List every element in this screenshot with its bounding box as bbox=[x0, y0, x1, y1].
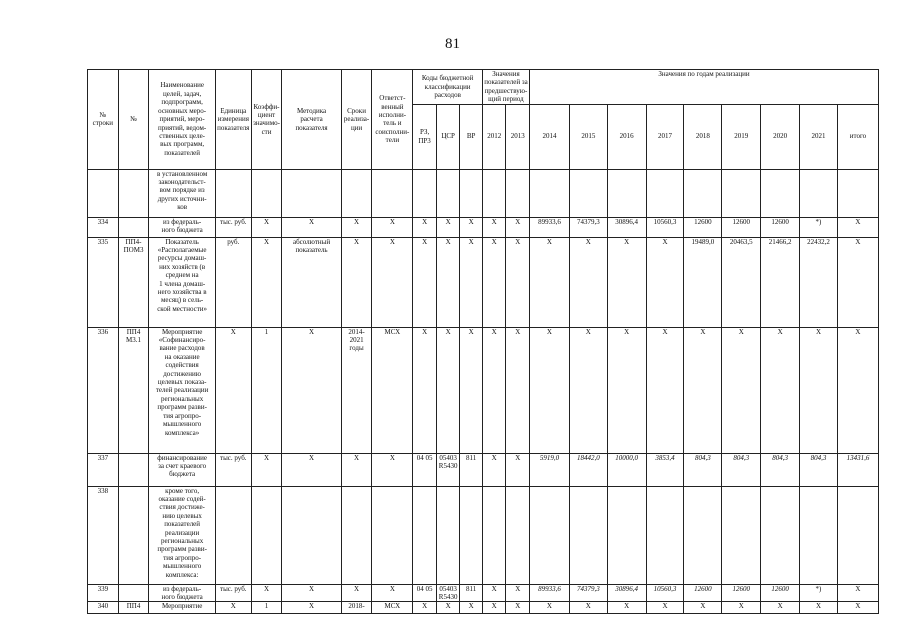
row-code: ПП4 bbox=[118, 602, 149, 614]
row-2012: Х bbox=[482, 453, 506, 486]
header-csr: ЦСР bbox=[436, 104, 460, 169]
row-2015: Х bbox=[569, 327, 607, 453]
row-terms: Х bbox=[341, 584, 372, 602]
header-prev-period: Значения показателей за предшествую- щий период bbox=[484, 70, 528, 104]
row-2012: Х bbox=[482, 602, 506, 614]
table-row bbox=[88, 602, 879, 614]
row-2017: Х bbox=[646, 602, 684, 614]
row-2018: 12600 bbox=[684, 217, 722, 237]
row-code bbox=[118, 217, 149, 237]
row-number: 340 bbox=[88, 602, 119, 614]
header-2016: 2016 bbox=[607, 104, 646, 169]
row-2018: 19489,0 bbox=[684, 237, 722, 327]
header-terms: Сроки реализа- ции bbox=[341, 70, 372, 170]
header-years: Значения по годам реализации bbox=[530, 70, 879, 105]
row-method: Х bbox=[282, 584, 341, 602]
row-method bbox=[282, 486, 341, 584]
header-2012: 2012 bbox=[482, 104, 506, 169]
row-2012: Х bbox=[482, 584, 506, 602]
row-total bbox=[837, 169, 878, 217]
table-row bbox=[88, 453, 879, 486]
row-method bbox=[282, 169, 341, 217]
row-name: в установленном законодательст- вом порядке из других источни- ков bbox=[149, 169, 216, 217]
row-unit: руб. bbox=[215, 237, 251, 327]
row-2021: 804,3 bbox=[800, 453, 838, 486]
row-total: Х bbox=[837, 217, 878, 237]
row-csr: Х bbox=[436, 602, 460, 614]
row-responsible: Х bbox=[372, 453, 413, 486]
table-row bbox=[88, 327, 879, 453]
row-number: 339 bbox=[88, 584, 119, 602]
row-terms bbox=[341, 169, 372, 217]
row-2021: Х bbox=[800, 327, 838, 453]
header-code: № bbox=[118, 70, 149, 170]
row-2020: 21466,2 bbox=[761, 237, 800, 327]
row-2017: Х bbox=[646, 327, 684, 453]
row-2017: 3853,4 bbox=[646, 453, 684, 486]
row-name: Мероприятие bbox=[149, 602, 216, 614]
row-2019: Х bbox=[722, 602, 761, 614]
row-2014: 89933,6 bbox=[530, 584, 570, 602]
row-2020 bbox=[761, 486, 800, 584]
row-2021 bbox=[800, 486, 838, 584]
row-rz bbox=[413, 169, 437, 217]
row-rz: 04 05 bbox=[413, 584, 437, 602]
row-2015: Х bbox=[569, 237, 607, 327]
row-rz: Х bbox=[413, 327, 437, 453]
header-name: Наименование целей, задач, подпрограмм, основных меро- приятий, меро- приятий, ведом- ственных целе- вых программ, показателей bbox=[149, 70, 216, 170]
row-2018: Х bbox=[684, 327, 722, 453]
row-vr: 811 bbox=[460, 453, 483, 486]
header-responsible: Ответст- венный исполни- тель и соисполни- тели bbox=[372, 70, 413, 170]
page-number: 81 bbox=[445, 36, 460, 52]
row-vr: Х bbox=[460, 602, 483, 614]
row-code: ПП4 М3.1 bbox=[118, 327, 149, 453]
row-coef: 1 bbox=[251, 602, 282, 614]
row-number: 337 bbox=[88, 453, 119, 486]
row-unit: тыс. руб. bbox=[215, 217, 251, 237]
row-responsible bbox=[372, 486, 413, 584]
row-2013: Х bbox=[506, 327, 530, 453]
row-2021: *) bbox=[800, 584, 838, 602]
row-2013: Х bbox=[506, 237, 530, 327]
row-number: 334 bbox=[88, 217, 119, 237]
row-unit: Х bbox=[215, 602, 251, 614]
row-2014: 5919,0 bbox=[530, 453, 570, 486]
row-2014: Х bbox=[530, 237, 570, 327]
row-unit: Х bbox=[215, 327, 251, 453]
row-name: кроме того, оказание содей- ствия достиже- нию целевых показателей реализации региональных программ разви- тия агропро- мышленного комплекса: bbox=[149, 486, 216, 584]
row-2020: 12600 bbox=[761, 584, 800, 602]
row-method: абсолютный показатель bbox=[282, 237, 341, 327]
row-code bbox=[118, 486, 149, 584]
row-2020: Х bbox=[761, 602, 800, 614]
row-csr: 05403 R5430 bbox=[436, 584, 460, 602]
row-number: 338 bbox=[88, 486, 119, 584]
row-csr: Х bbox=[436, 217, 460, 237]
header-row-no: № строки bbox=[88, 70, 119, 170]
row-2019: 804,3 bbox=[722, 453, 761, 486]
header-budget-codes: Коды бюджетной классификации расходов bbox=[413, 70, 483, 105]
row-code: ПП4- ПОМ3 bbox=[118, 237, 149, 327]
row-2012: Х bbox=[482, 237, 506, 327]
row-number bbox=[88, 169, 119, 217]
row-2019: Х bbox=[722, 327, 761, 453]
header-2020: 2020 bbox=[761, 104, 800, 169]
row-2016: 30896,4 bbox=[607, 217, 646, 237]
row-2020: Х bbox=[761, 327, 800, 453]
row-2016: 10000,0 bbox=[607, 453, 646, 486]
row-coef bbox=[251, 486, 282, 584]
row-total: Х bbox=[837, 237, 878, 327]
row-2019 bbox=[722, 169, 761, 217]
header-unit: Единица измерения показателя bbox=[215, 70, 251, 170]
row-2020: 12600 bbox=[761, 217, 800, 237]
indicators-table bbox=[87, 69, 879, 614]
row-coef: Х bbox=[251, 584, 282, 602]
row-2020 bbox=[761, 169, 800, 217]
header-2017: 2017 bbox=[646, 104, 684, 169]
row-2019: 20463,5 bbox=[722, 237, 761, 327]
row-2013: Х bbox=[506, 217, 530, 237]
row-2017: 10560,3 bbox=[646, 217, 684, 237]
row-terms: 2018- bbox=[341, 602, 372, 614]
row-coef bbox=[251, 169, 282, 217]
row-2016: 30896,4 bbox=[607, 584, 646, 602]
row-coef: 1 bbox=[251, 327, 282, 453]
row-2021: *) bbox=[800, 217, 838, 237]
row-2018: 804,3 bbox=[684, 453, 722, 486]
row-unit: тыс. руб. bbox=[215, 584, 251, 602]
row-2015: Х bbox=[569, 602, 607, 614]
row-2015 bbox=[569, 169, 607, 217]
row-csr bbox=[436, 486, 460, 584]
row-2016 bbox=[607, 486, 646, 584]
row-2013 bbox=[506, 486, 530, 584]
row-2020: 804,3 bbox=[761, 453, 800, 486]
header-2015: 2015 bbox=[569, 104, 607, 169]
row-2013: Х bbox=[506, 584, 530, 602]
row-2014: Х bbox=[530, 602, 570, 614]
header-rz: РЗ, ПР3 bbox=[413, 104, 437, 169]
header-vr: ВР bbox=[460, 104, 483, 169]
row-csr: Х bbox=[436, 327, 460, 453]
row-2016: Х bbox=[607, 602, 646, 614]
header-2014: 2014 bbox=[530, 104, 570, 169]
row-csr bbox=[436, 169, 460, 217]
row-responsible: МСХ bbox=[372, 327, 413, 453]
header-2013: 2013 bbox=[506, 104, 530, 169]
row-unit: тыс. руб. bbox=[215, 453, 251, 486]
row-2021 bbox=[800, 169, 838, 217]
row-2019: 12600 bbox=[722, 584, 761, 602]
row-total: Х bbox=[837, 327, 878, 453]
row-method: Х bbox=[282, 602, 341, 614]
row-2017 bbox=[646, 486, 684, 584]
row-2018: Х bbox=[684, 602, 722, 614]
row-coef: Х bbox=[251, 237, 282, 327]
row-rz: Х bbox=[413, 602, 437, 614]
row-2013: Х bbox=[506, 453, 530, 486]
row-2018: 12600 bbox=[684, 584, 722, 602]
row-2016 bbox=[607, 169, 646, 217]
row-2021: Х bbox=[800, 602, 838, 614]
row-csr: Х bbox=[436, 237, 460, 327]
row-2013 bbox=[506, 169, 530, 217]
row-2013: Х bbox=[506, 602, 530, 614]
row-2017: Х bbox=[646, 237, 684, 327]
row-2016: Х bbox=[607, 327, 646, 453]
header-2021: 2021 bbox=[800, 104, 838, 169]
header-total: итого bbox=[837, 104, 878, 169]
row-rz: 04 05 bbox=[413, 453, 437, 486]
row-total: Х bbox=[837, 602, 878, 614]
row-2015: 74379,3 bbox=[569, 217, 607, 237]
row-method: Х bbox=[282, 453, 341, 486]
row-2018 bbox=[684, 486, 722, 584]
row-vr: 811 bbox=[460, 584, 483, 602]
row-terms: Х bbox=[341, 217, 372, 237]
row-2012: Х bbox=[482, 217, 506, 237]
row-code bbox=[118, 453, 149, 486]
row-coef: Х bbox=[251, 217, 282, 237]
row-name: из федераль- ного бюджета bbox=[149, 584, 216, 602]
row-responsible: Х bbox=[372, 217, 413, 237]
row-responsible: Х bbox=[372, 237, 413, 327]
row-unit bbox=[215, 169, 251, 217]
row-2017 bbox=[646, 169, 684, 217]
row-2015 bbox=[569, 486, 607, 584]
row-total: 13431,6 bbox=[837, 453, 878, 486]
row-terms: Х bbox=[341, 453, 372, 486]
row-rz: Х bbox=[413, 237, 437, 327]
row-2012 bbox=[482, 169, 506, 217]
row-vr: Х bbox=[460, 217, 483, 237]
header-coef: Коэффи- циент значимо- сти bbox=[251, 70, 282, 170]
row-vr bbox=[460, 169, 483, 217]
row-2014: 89933,6 bbox=[530, 217, 570, 237]
row-2014 bbox=[530, 486, 570, 584]
row-2017: 10560,3 bbox=[646, 584, 684, 602]
row-2014: Х bbox=[530, 327, 570, 453]
row-2016: Х bbox=[607, 237, 646, 327]
row-coef: Х bbox=[251, 453, 282, 486]
row-code bbox=[118, 169, 149, 217]
row-vr bbox=[460, 486, 483, 584]
row-name: Мероприятие «Софинансиро- вание расходов на оказание содействия достижению целевых показа- телей реализации региональных программ разви- тия агропро- мышленного комплекса» bbox=[149, 327, 216, 453]
row-2012: Х bbox=[482, 327, 506, 453]
row-name: финансирование за счет краевого бюджета bbox=[149, 453, 216, 486]
row-rz bbox=[413, 486, 437, 584]
row-responsible: Х bbox=[372, 584, 413, 602]
row-name: из федераль- ного бюджета bbox=[149, 217, 216, 237]
row-vr: Х bbox=[460, 237, 483, 327]
row-csr: 05403 R5430 bbox=[436, 453, 460, 486]
header-2019: 2019 bbox=[722, 104, 761, 169]
row-vr: Х bbox=[460, 327, 483, 453]
row-2018 bbox=[684, 169, 722, 217]
row-number: 336 bbox=[88, 327, 119, 453]
row-total: Х bbox=[837, 584, 878, 602]
table-row bbox=[88, 584, 879, 602]
row-method: Х bbox=[282, 217, 341, 237]
row-2014 bbox=[530, 169, 570, 217]
row-2012 bbox=[482, 486, 506, 584]
row-code bbox=[118, 584, 149, 602]
row-rz: Х bbox=[413, 217, 437, 237]
row-2019: 12600 bbox=[722, 217, 761, 237]
header-2018: 2018 bbox=[684, 104, 722, 169]
row-responsible: МСХ bbox=[372, 602, 413, 614]
table-row bbox=[88, 237, 879, 327]
row-2015: 74379,3 bbox=[569, 584, 607, 602]
row-terms bbox=[341, 486, 372, 584]
row-2021: 22432,2 bbox=[800, 237, 838, 327]
row-number: 335 bbox=[88, 237, 119, 327]
table-row bbox=[88, 169, 879, 217]
header-method: Методика расчета показателя bbox=[282, 70, 341, 170]
row-terms: 2014- 2021 годы bbox=[341, 327, 372, 453]
row-responsible bbox=[372, 169, 413, 217]
row-2019 bbox=[722, 486, 761, 584]
row-unit bbox=[215, 486, 251, 584]
row-name: Показатель «Располагаемые ресурсы домаш- них хозяйств (в среднем на 1 члена домаш- него хозяйства в месяц) в сель- ской местности» bbox=[149, 237, 216, 327]
row-2015: 18442,0 bbox=[569, 453, 607, 486]
row-total bbox=[837, 486, 878, 584]
table-row bbox=[88, 486, 879, 584]
row-terms: Х bbox=[341, 237, 372, 327]
table-row bbox=[88, 217, 879, 237]
row-method: Х bbox=[282, 327, 341, 453]
